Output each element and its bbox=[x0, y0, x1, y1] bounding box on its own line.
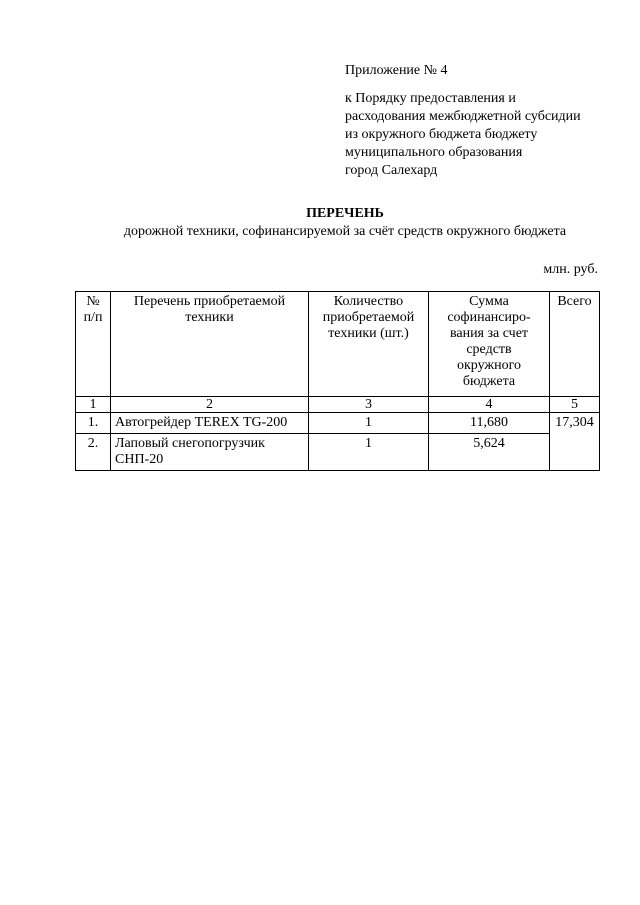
equipment-name: Автогрейдер TEREX TG-200 bbox=[111, 413, 309, 434]
appendix-line: муниципального образования bbox=[345, 145, 523, 160]
column-number: 3 bbox=[309, 397, 429, 413]
appendix-block bbox=[345, 62, 625, 180]
units-label: млн. руб. bbox=[543, 262, 598, 277]
table-header-row bbox=[76, 292, 600, 397]
column-number: 4 bbox=[429, 397, 550, 413]
row-number: 2. bbox=[76, 434, 111, 471]
appendix-line: к Порядку предоставления и bbox=[345, 91, 516, 106]
equipment-sum: 11,680 bbox=[429, 413, 550, 434]
table-row bbox=[76, 413, 600, 434]
header-quantity: Количество приобретаемой техники (шт.) bbox=[309, 292, 429, 397]
column-number: 2 bbox=[111, 397, 309, 413]
appendix-line: из окружного бюджета бюджету bbox=[345, 127, 538, 142]
equipment-quantity: 1 bbox=[309, 434, 429, 471]
equipment-name: Лаповый снегопогрузчик СНП-20 bbox=[111, 434, 309, 471]
equipment-sum: 5,624 bbox=[429, 434, 550, 471]
appendix-title: Приложение № 4 bbox=[345, 63, 448, 78]
total-value: 17,304 bbox=[550, 413, 600, 471]
header-equipment-list: Перечень приобретаемой техники bbox=[111, 292, 309, 397]
table-row bbox=[76, 434, 600, 471]
row-number: 1. bbox=[76, 413, 111, 434]
column-numbers-row bbox=[76, 397, 600, 413]
column-number: 1 bbox=[76, 397, 111, 413]
document-title: ПЕРЕЧЕНЬ bbox=[306, 206, 384, 221]
header-total: Всего bbox=[550, 292, 600, 397]
equipment-table bbox=[75, 291, 600, 471]
column-number: 5 bbox=[550, 397, 600, 413]
document-subtitle: дорожной техники, софинансируемой за счёт средств окружного бюджета bbox=[123, 224, 567, 239]
appendix-line: расходования межбюджетной субсидии bbox=[345, 109, 581, 124]
header-cofinancing-sum: Сумма софинансиро-вания за счет средств окружного бюджета bbox=[429, 292, 550, 397]
header-number: № п/п bbox=[76, 292, 111, 397]
equipment-quantity: 1 bbox=[309, 413, 429, 434]
appendix-line: город Салехард bbox=[345, 163, 438, 178]
